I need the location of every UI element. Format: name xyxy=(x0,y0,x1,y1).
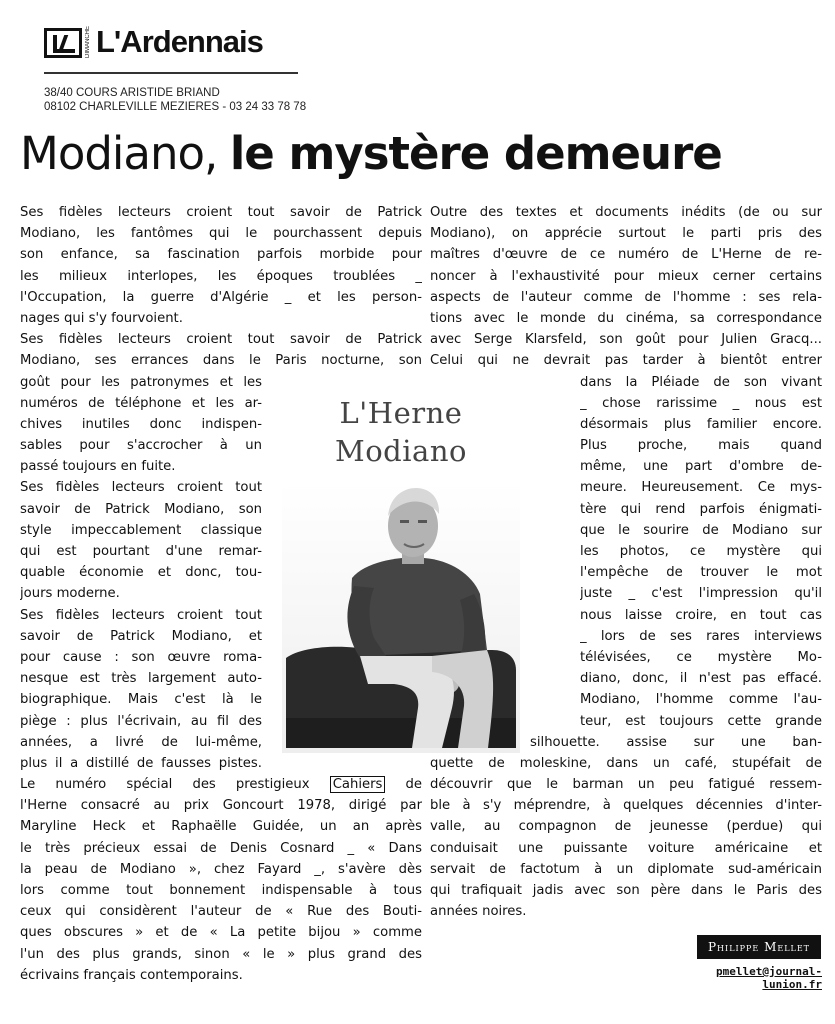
text-line: teur, est toujours cette grande xyxy=(580,713,822,729)
address-line: 38/40 COURS ARISTIDE BRIAND xyxy=(44,87,220,99)
text-line: Ses fidèles lecteurs croient tout savoir de Patrick xyxy=(20,332,422,348)
text-line: Ses fidèles lecteurs croient tout savoir de Patrick xyxy=(20,205,422,220)
text-line: Plus proche, mais quand xyxy=(580,438,822,454)
photo-title-line: Modiano xyxy=(335,434,467,468)
text-line: pour cause : son œuvre roma- xyxy=(20,649,262,665)
text-line: même, une part d'ombre de- xyxy=(580,459,822,475)
text-line: aspects de l'auteur comme de l'homme : ses rela- xyxy=(430,289,822,305)
text-line: plus il a distillé de fausses pistes. xyxy=(20,755,262,771)
book-cover-photo xyxy=(282,388,520,753)
author-byline: Philippe Mellet xyxy=(697,935,821,959)
text-line: lors comme tout bonnement indispensable à tous xyxy=(20,883,422,898)
text-line: Modiano, l'homme comme l'au- xyxy=(580,692,822,708)
text-line: avec Serge Klarsfeld, son goût pour Julien Gracq... xyxy=(430,332,822,348)
text-line: Ses fidèles lecteurs croient tout xyxy=(20,480,262,496)
text-line: Celui qui ne devrait pas tarder à bientôt entrer xyxy=(430,353,822,369)
text-line: Maryline Heck et Raphaëlle Guidée, un an après xyxy=(20,819,422,835)
headline-part-2: le mystère demeure xyxy=(229,127,722,180)
text-line: Modiano, les fantômes qui le pourchassent depuis xyxy=(20,226,422,242)
text-line: Modiano, ses errances dans le Paris nocturne, son xyxy=(20,353,422,369)
text-span: Le numéro spécial des prestigieux xyxy=(20,777,310,793)
text-line: piège : plus l'écrivain, au fil des xyxy=(20,713,262,729)
text-line: l'Herne consacré au prix Goncourt 1978, dirigé par xyxy=(20,798,422,814)
text-line: chives inutiles donc indispen- xyxy=(20,416,262,432)
text-line: nages qui s'y fourvoient. xyxy=(20,310,183,326)
text-line: valle, au compagnon de jeunesse (perdue) qui xyxy=(430,819,822,835)
text-line: découvrir que le barman un peu fatigué ressem- xyxy=(430,777,822,793)
text-line: années, a livré de lui-même, xyxy=(20,734,262,750)
text-line: nous laisse croire, en tout cas xyxy=(580,607,822,623)
boxed-word: Cahiers xyxy=(330,776,386,793)
text-line: nesque est très largement auto- xyxy=(20,671,262,687)
text-line: style impeccablement classique xyxy=(20,522,262,538)
text-line: l'empêche de trouver le mot xyxy=(580,565,822,581)
newspaper-address xyxy=(44,86,306,114)
text-line: diano, donc, il n'est pas effacé. xyxy=(580,671,822,687)
text-line: Ses fidèles lecteurs croient tout xyxy=(20,607,262,623)
text-span: de xyxy=(405,777,422,793)
text-line: _ lors de ses rares interviews xyxy=(580,628,822,644)
address-line: 08102 CHARLEVILLE MEZIERES - 03 24 33 78 78 xyxy=(44,101,307,113)
author-email-link[interactable]: pmellet@journal-lunion.fr xyxy=(716,965,822,991)
text-line: désormais plus familier encore. xyxy=(580,416,822,432)
text-line: l'un des plus grands, sinon « le » plus grand des xyxy=(20,946,422,962)
text-line: savoir de Patrick Modiano, son xyxy=(20,501,262,517)
text-line: meure. Heureusement. Ce mys- xyxy=(580,480,822,496)
text-line: jours moderne. xyxy=(20,586,120,602)
seated-man-icon xyxy=(282,388,520,753)
text-line: dans la Pléiade de son vivant xyxy=(580,374,822,390)
text-line: quette de moleskine, dans un café, stupéfait de xyxy=(430,755,822,771)
text-line: son enfance, sa fascination parfois morbide pour xyxy=(20,247,422,263)
masthead-divider xyxy=(44,72,298,74)
text-line: silhouette. assise sur une ban- xyxy=(530,734,822,750)
text-line: conduisait une puissante voiture américaine et xyxy=(430,840,822,856)
text-line: _ chose rarissime _ nous est xyxy=(580,395,822,411)
text-line: les photos, ce mystère qui xyxy=(580,544,822,559)
text-line: tère qui rend parfois énigmati- xyxy=(580,501,822,517)
text-line: le très précieux essai de Denis Cosnard _ « Dans xyxy=(20,840,422,856)
text-line: quable économie et donc, tou- xyxy=(20,565,262,581)
text-line: goût pour les patronymes et les xyxy=(20,374,262,390)
text-line: télévisées, ce mystère Mo- xyxy=(580,649,822,665)
text-line: ble à s'y méprendre, à quelques décennies d'inter- xyxy=(430,798,822,814)
text-line: juste _ c'est l'impression qu'il xyxy=(580,586,822,602)
text-line: biographique. Mais c'est là le xyxy=(20,692,262,708)
text-line: servait de factotum à un diplomate sud-américain xyxy=(430,861,822,877)
newspaper-logo-icon xyxy=(44,28,82,58)
headline-part-1: Modiano, xyxy=(20,127,218,180)
photo-title-line: L'Herne xyxy=(339,396,463,430)
text-line: noncer à l'exhaustivité pour mieux cerner certains xyxy=(430,268,822,284)
text-line: Modiano), on apprécie surtout le parti pris des xyxy=(430,226,822,242)
text-line: Outre des textes et documents inédits (de ou sur xyxy=(430,205,822,220)
text-line: qui trafiquait jadis avec son père dans le Paris des xyxy=(430,883,822,898)
text-line: les milieux interlopes, les époques troublées _ xyxy=(20,268,422,284)
text-line: maîtres d'œuvre de ce numéro de L'Herne de re- xyxy=(430,247,822,263)
logo-side-text: DIMANCHE xyxy=(85,25,91,58)
text-line: qui est pourtant d'une remar- xyxy=(20,544,262,559)
text-line: l'Occupation, la guerre d'Algérie _ et les person- xyxy=(20,289,422,305)
text-line: années noires. xyxy=(430,904,527,920)
text-line: tions avec le monde du cinéma, sa correspondance xyxy=(430,310,822,326)
text-line: la peau de Modiano », chez Fayard _, s'avère dès xyxy=(20,861,422,877)
masthead xyxy=(44,26,300,76)
text-line: numéros de téléphone et les ar- xyxy=(20,395,262,411)
text-line: passé toujours en fuite. xyxy=(20,459,176,475)
newspaper-name: L'Ardennais xyxy=(96,24,263,59)
text-line xyxy=(20,774,422,795)
text-line: savoir de Patrick Modiano, et xyxy=(20,628,262,644)
article-headline xyxy=(20,128,820,180)
text-line: ceux qui considèrent l'auteur de « Rue des Bouti- xyxy=(20,904,422,920)
text-line: sables pour s'accrocher à un xyxy=(20,438,262,454)
text-line: ques obscures » et de « La petite bijou » comme xyxy=(20,925,422,941)
text-line: que le sourire de Modiano sur xyxy=(580,522,822,538)
text-line: écrivains français contemporains. xyxy=(20,967,243,983)
